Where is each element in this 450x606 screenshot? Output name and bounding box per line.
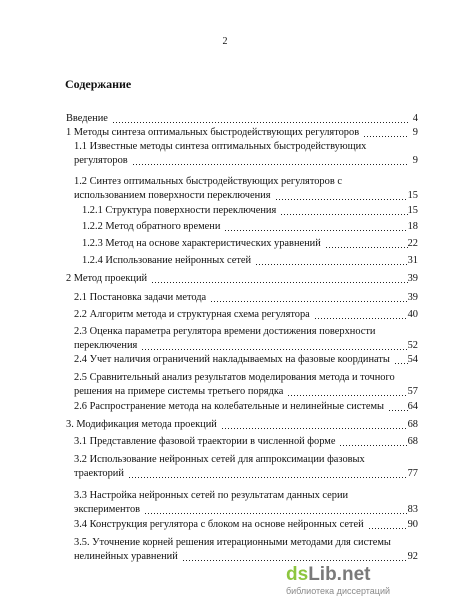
toc-page-number: 15 [407, 190, 418, 201]
dot-leader [394, 354, 408, 366]
toc-entry-text: 1.2.4 Использование нейронных сетей [82, 255, 252, 266]
toc-entry-text: регуляторов [74, 155, 128, 166]
dot-leader [144, 504, 408, 516]
toc-entry-text: 2 Метод проекций [66, 273, 148, 284]
toc-page-number: 68 [407, 419, 418, 430]
dot-leader [388, 401, 408, 413]
toc-page-number: 54 [407, 354, 418, 365]
toc-page-number: 39 [407, 292, 418, 303]
dot-leader [255, 255, 408, 267]
toc-entry-text: Введение [66, 113, 108, 124]
toc-page-number: 18 [407, 221, 418, 232]
toc-page-number: 57 [407, 386, 418, 397]
toc-heading: Содержание [65, 77, 132, 91]
toc-entry-text: использованием поверхности переключения [74, 190, 271, 201]
dot-leader [128, 468, 408, 480]
dot-leader [112, 113, 408, 125]
toc-page-number: 90 [407, 519, 418, 530]
dslib-logo [286, 564, 370, 586]
dot-leader [221, 419, 408, 431]
toc-page-number: 4 [412, 113, 418, 124]
toc-entry-text: 1.1 Известные методы синтеза оптимальных быстродействующих [74, 141, 367, 152]
toc-entry-text: 3. Модификация метода проекций [66, 419, 217, 430]
toc-page-number: 64 [407, 401, 418, 412]
toc-entry-text: 1.2.2 Метод обратного времени [82, 221, 221, 232]
toc-entry-text: 1.2.3 Метод на основе характеристических уравнений [82, 238, 321, 249]
toc-page-number: 92 [407, 551, 418, 562]
toc-page-number: 83 [407, 504, 418, 515]
toc-entry-text: 2.6 Распространение метода на колебательные и нелинейные системы [74, 401, 385, 412]
watermark [286, 564, 436, 600]
toc-entry-text: экспериментов [74, 504, 141, 515]
toc-entry-text: 1.2.1 Структура поверхности переключения [82, 205, 277, 216]
toc-entry-text: траекторий [74, 468, 124, 479]
toc-page-number: 39 [407, 273, 418, 284]
toc-entry-text: решения на примере системы третьего порядка [74, 386, 284, 397]
dot-leader [287, 386, 408, 398]
toc-entry-text: 3.2 Использование нейронных сетей для аппроксимации фазовых [74, 454, 365, 465]
toc-entry-text: 2.3 Оценка параметра регулятора времени достижения поверхности [74, 326, 376, 337]
logo-suffix: Lib.net [308, 564, 371, 585]
dot-leader [314, 309, 408, 321]
toc-entry-text: 3.4 Конструкция регулятора с блоком на основе нейронных сетей [74, 519, 364, 530]
logo-prefix: ds [286, 564, 309, 585]
toc-entry-text: 3.1 Представление фазовой траектории в численной форме [74, 436, 336, 447]
dot-leader [325, 238, 408, 250]
dot-leader [141, 340, 408, 352]
toc-entry-text: 3.5. Уточнение корней решения итерационными методами для системы [74, 537, 391, 548]
toc-entry-text: переключения [74, 340, 138, 351]
dot-leader [339, 436, 408, 448]
toc-page-number: 31 [407, 255, 418, 266]
toc-page-number: 22 [407, 238, 418, 249]
dot-leader [210, 292, 408, 304]
dot-leader [132, 155, 408, 167]
toc-page-number: 9 [412, 155, 418, 166]
toc-page-number: 68 [407, 436, 418, 447]
page-number: 2 [222, 36, 228, 47]
toc-page-number: 9 [412, 127, 418, 138]
toc-entry-text: нелинейных уравнений [74, 551, 178, 562]
dot-leader [151, 273, 408, 285]
dot-leader [182, 551, 408, 563]
toc-entry-text: 2.2 Алгоритм метода и структурная схема регулятора [74, 309, 310, 320]
toc-entry-text: 2.5 Сравнительный анализ результатов моделирования метода и точного [74, 372, 395, 383]
dot-leader [224, 221, 408, 233]
toc-entry-text: 2.4 Учет наличия ограничений накладываемых на фазовые координаты [74, 354, 390, 365]
toc-entry-text: 2.1 Постановка задачи метода [74, 292, 207, 303]
toc-entry-text: 1.2 Синтез оптимальных быстродействующих регуляторов с [74, 176, 342, 187]
dot-leader [280, 205, 408, 217]
toc-page-number: 40 [407, 309, 418, 320]
dot-leader [275, 190, 409, 202]
dot-leader [363, 127, 408, 139]
toc-page-number: 15 [407, 205, 418, 216]
toc-entry-text: 1 Методы синтеза оптимальных быстродействующих регуляторов [66, 127, 360, 138]
watermark-tagline: библиотека диссертаций [286, 586, 391, 596]
toc-page-number: 77 [407, 468, 418, 479]
toc-entry-text: 3.3 Настройка нейронных сетей по результатам данных серии [74, 490, 349, 501]
dot-leader [368, 519, 408, 531]
toc-page-number: 52 [407, 340, 418, 351]
